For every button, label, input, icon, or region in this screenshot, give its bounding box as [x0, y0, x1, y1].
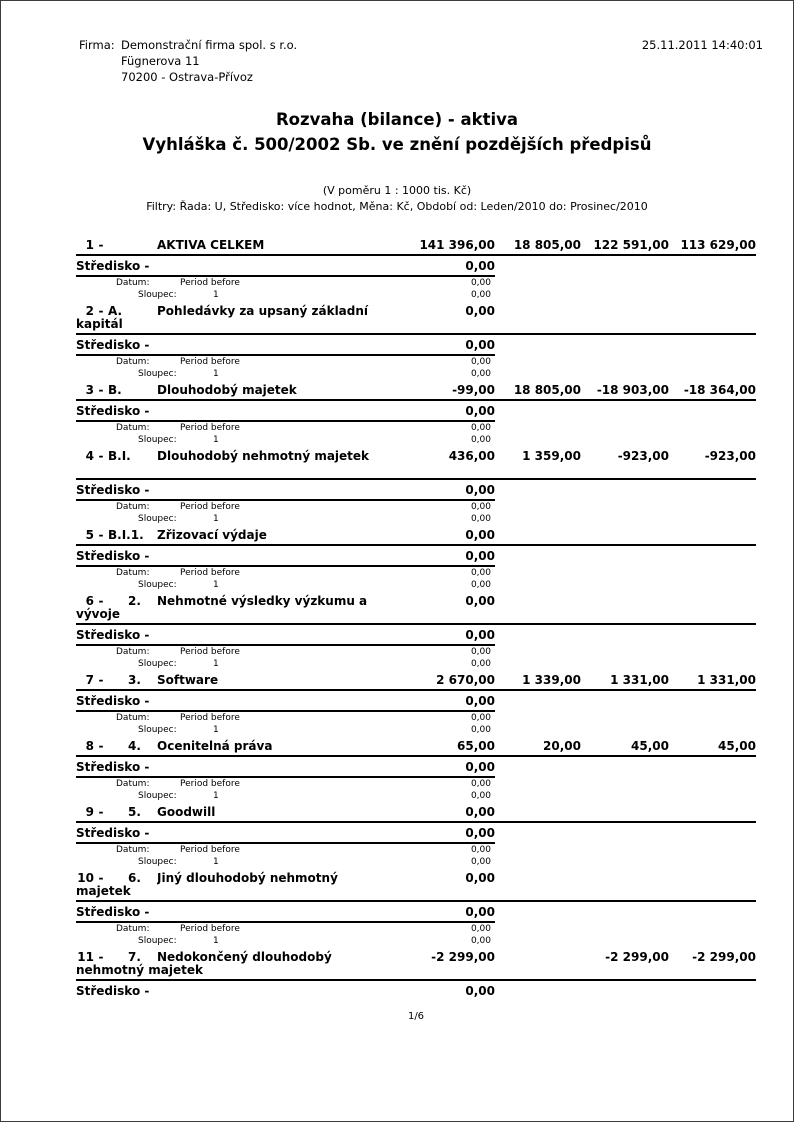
row-value-2 — [495, 594, 581, 608]
sloupec-text: 1 — [213, 435, 219, 445]
stredisko-row — [76, 902, 495, 921]
row-dash: - — [98, 805, 104, 819]
row-number: 4 — [85, 449, 94, 463]
sloupec-row — [76, 434, 495, 446]
datum-value: 0,00 — [470, 502, 491, 512]
row-value-2: 1 359,00 — [522, 449, 581, 463]
sloupec-value: 0,00 — [470, 857, 491, 867]
row-value-2 — [495, 528, 581, 542]
row-number: 9 — [85, 805, 94, 819]
sloupec-value: 0,00 — [470, 659, 491, 669]
sloupec-value: 0,00 — [470, 290, 491, 300]
stredisko-value: 0,00 — [465, 628, 495, 642]
row-value-1: -99,00 — [452, 383, 495, 397]
stredisko-value: 0,00 — [465, 404, 495, 418]
table-row — [76, 947, 756, 964]
row-value-4: -923,00 — [704, 449, 756, 463]
sloupec-label: Sloupec: — [138, 514, 177, 524]
row-value-3 — [581, 304, 669, 318]
row-label-wrap: vývoje — [76, 607, 120, 621]
row-code: 6. — [128, 871, 141, 885]
datum-row — [76, 778, 495, 790]
sloupec-value: 0,00 — [470, 580, 491, 590]
company-address-line2: 70200 - Ostrava-Přívoz — [121, 70, 253, 84]
sloupec-row — [76, 856, 495, 868]
stredisko-row — [76, 981, 495, 1000]
company-address-line1: Fügnerova 11 — [121, 54, 200, 68]
row-value-4 — [669, 805, 756, 819]
row-value-4: 45,00 — [718, 739, 756, 753]
row-label: Pohledávky za upsaný základní — [157, 304, 369, 318]
table-row — [76, 380, 756, 397]
row-value-2: 18 805,00 — [513, 383, 581, 397]
datum-text: Period before — [180, 502, 240, 512]
stredisko-row — [76, 757, 495, 776]
row-code: 2. — [128, 594, 141, 608]
sloupec-row — [76, 368, 495, 380]
row-value-3: -18 903,00 — [596, 383, 669, 397]
row-value-4: -2 299,00 — [692, 950, 756, 964]
row-number: 11 — [77, 950, 94, 964]
sloupec-text: 1 — [213, 857, 219, 867]
row-number: 7 — [85, 673, 94, 687]
row-code — [108, 238, 157, 252]
stredisko-row — [76, 401, 495, 420]
table-row — [76, 525, 756, 542]
sloupec-label: Sloupec: — [138, 725, 177, 735]
datum-text: Period before — [180, 779, 240, 789]
datum-text: Period before — [180, 357, 240, 367]
row-value-4 — [669, 304, 756, 318]
report-title — [1, 107, 793, 157]
report-table — [76, 235, 756, 1000]
row-value-3 — [581, 805, 669, 819]
datum-row — [76, 646, 495, 658]
row-value-3 — [581, 871, 669, 885]
row-value-2 — [495, 304, 581, 318]
sloupec-value: 0,00 — [470, 435, 491, 445]
datum-label: Datum: — [116, 713, 150, 723]
datum-value: 0,00 — [470, 713, 491, 723]
stredisko-label: Středisko - — [76, 826, 150, 840]
print-datetime: 25.11.2011 14:40:01 — [641, 38, 763, 52]
row-label: Software — [157, 673, 219, 687]
sloupec-value: 0,00 — [470, 514, 491, 524]
row-number: 10 — [77, 871, 94, 885]
row-dash: - — [98, 238, 104, 252]
row-value-2: 18 805,00 — [513, 238, 581, 252]
row-dash: - — [98, 950, 104, 964]
row-dash: - — [98, 528, 104, 542]
table-row — [76, 591, 756, 608]
stredisko-value: 0,00 — [465, 549, 495, 563]
datum-label: Datum: — [116, 779, 150, 789]
row-value-4 — [669, 528, 756, 542]
row-value-4: 1 331,00 — [697, 673, 756, 687]
stredisko-label: Středisko - — [76, 549, 150, 563]
row-number: 5 — [85, 528, 94, 542]
table-row — [76, 670, 756, 687]
stredisko-row — [76, 691, 495, 710]
datum-text: Period before — [180, 568, 240, 578]
row-label: Ocenitelná práva — [157, 739, 273, 753]
report-title-line1: Rozvaha (bilance) - aktiva — [275, 110, 519, 129]
stredisko-row — [76, 256, 495, 275]
table-row — [76, 802, 756, 819]
row-value-2 — [495, 805, 581, 819]
stredisko-label: Středisko - — [76, 760, 150, 774]
datum-value: 0,00 — [470, 845, 491, 855]
row-value-4: -18 364,00 — [683, 383, 756, 397]
sloupec-text: 1 — [213, 290, 219, 300]
datum-label: Datum: — [116, 924, 150, 934]
datum-row — [76, 422, 495, 434]
stredisko-label: Středisko - — [76, 905, 150, 919]
datum-label: Datum: — [116, 568, 150, 578]
row-label-wrap: majetek — [76, 884, 131, 898]
sloupec-label: Sloupec: — [138, 936, 177, 946]
datum-text: Period before — [180, 924, 240, 934]
sloupec-row — [76, 790, 495, 802]
stredisko-value: 0,00 — [465, 905, 495, 919]
row-spacer — [76, 463, 756, 476]
stredisko-value: 0,00 — [465, 483, 495, 497]
row-label: Dlouhodobý nehmotný majetek — [157, 449, 370, 463]
row-code: 4. — [128, 739, 141, 753]
sloupec-text: 1 — [213, 725, 219, 735]
sloupec-label: Sloupec: — [138, 369, 177, 379]
filters-line: Filtry: Řada: U, Středisko: více hodnot, Měna: Kč, Období od: Leden/2010 do: Prosinec/2010 — [146, 200, 648, 213]
row-dash: - — [98, 871, 104, 885]
table-row — [76, 736, 756, 753]
row-number: 6 — [85, 594, 94, 608]
row-label: Jiný dlouhodobý nehmotný — [157, 871, 338, 885]
stredisko-label: Středisko - — [76, 338, 150, 352]
stredisko-row — [76, 823, 495, 842]
row-value-1: 0,00 — [465, 871, 495, 885]
sloupec-row — [76, 289, 495, 301]
row-code: B. — [108, 383, 122, 397]
datum-text: Period before — [180, 647, 240, 657]
row-value-3: -2 299,00 — [605, 950, 669, 964]
datum-value: 0,00 — [470, 568, 491, 578]
row-label: Nehmotné výsledky výzkumu a — [157, 594, 368, 608]
row-code: 7. — [128, 950, 141, 964]
row-number: 3 — [85, 383, 94, 397]
datum-value: 0,00 — [470, 278, 491, 288]
sloupec-row — [76, 513, 495, 525]
sloupec-text: 1 — [213, 580, 219, 590]
company-name: Demonstrační firma spol. s r.o. — [121, 38, 298, 52]
sloupec-value: 0,00 — [470, 791, 491, 801]
row-value-1: -2 299,00 — [431, 950, 495, 964]
datum-row — [76, 923, 495, 935]
company-label: Firma: — [79, 38, 115, 52]
stredisko-value: 0,00 — [465, 694, 495, 708]
stredisko-value: 0,00 — [465, 826, 495, 840]
row-code: 5. — [128, 805, 141, 819]
datum-text: Period before — [180, 423, 240, 433]
row-value-1: 0,00 — [465, 594, 495, 608]
row-code: B.I. — [108, 449, 131, 463]
row-value-1: 65,00 — [457, 739, 495, 753]
row-value-1: 141 396,00 — [419, 238, 495, 252]
stredisko-label: Středisko - — [76, 259, 150, 273]
sloupec-text: 1 — [213, 936, 219, 946]
sloupec-value: 0,00 — [470, 369, 491, 379]
row-value-3: 122 591,00 — [593, 238, 669, 252]
stredisko-label: Středisko - — [76, 694, 150, 708]
row-value-1: 2 670,00 — [436, 673, 495, 687]
stredisko-row — [76, 625, 495, 644]
row-value-2: 1 339,00 — [522, 673, 581, 687]
stredisko-label: Středisko - — [76, 984, 150, 998]
table-row — [76, 235, 756, 252]
stredisko-label: Středisko - — [76, 628, 150, 642]
sloupec-label: Sloupec: — [138, 659, 177, 669]
row-value-4 — [669, 594, 756, 608]
datum-text: Period before — [180, 278, 240, 288]
datum-label: Datum: — [116, 502, 150, 512]
row-code: 3. — [128, 673, 141, 687]
row-number: 2 — [85, 304, 94, 318]
row-value-3: 45,00 — [631, 739, 669, 753]
row-value-2 — [495, 871, 581, 885]
sloupec-text: 1 — [213, 514, 219, 524]
row-value-1: 0,00 — [465, 528, 495, 542]
stredisko-label: Středisko - — [76, 404, 150, 418]
datum-label: Datum: — [116, 647, 150, 657]
row-value-3: -923,00 — [617, 449, 669, 463]
stredisko-value: 0,00 — [465, 338, 495, 352]
row-value-4 — [669, 871, 756, 885]
row-value-3 — [581, 528, 669, 542]
sloupec-row — [76, 724, 495, 736]
datum-row — [76, 712, 495, 724]
stredisko-value: 0,00 — [465, 984, 495, 998]
sloupec-label: Sloupec: — [138, 290, 177, 300]
datum-row — [76, 356, 495, 368]
table-row — [76, 868, 756, 885]
row-value-4: 113 629,00 — [680, 238, 756, 252]
row-number: 8 — [85, 739, 94, 753]
row-value-3 — [581, 594, 669, 608]
stredisko-value: 0,00 — [465, 259, 495, 273]
row-code: B.I.1. — [108, 528, 144, 542]
row-dash: - — [98, 449, 104, 463]
ratio-note: (V poměru 1 : 1000 tis. Kč) — [322, 184, 472, 197]
report-title-line2: Vyhláška č. 500/2002 Sb. ve znění pozdějších předpisů — [142, 135, 652, 154]
stredisko-row — [76, 480, 495, 499]
datum-label: Datum: — [116, 423, 150, 433]
sloupec-value: 0,00 — [470, 936, 491, 946]
row-value-3: 1 331,00 — [610, 673, 669, 687]
row-value-1: 436,00 — [448, 449, 495, 463]
datum-row — [76, 567, 495, 579]
datum-value: 0,00 — [470, 779, 491, 789]
datum-label: Datum: — [116, 357, 150, 367]
row-dash: - — [98, 739, 104, 753]
row-label: Goodwill — [157, 805, 216, 819]
datum-row — [76, 844, 495, 856]
row-number: 1 — [85, 238, 94, 252]
datum-value: 0,00 — [470, 357, 491, 367]
datum-label: Datum: — [116, 278, 150, 288]
table-row — [76, 446, 756, 463]
stredisko-row — [76, 335, 495, 354]
table-row — [76, 301, 756, 318]
sloupec-row — [76, 579, 495, 591]
stredisko-value: 0,00 — [465, 760, 495, 774]
sloupec-row — [76, 935, 495, 947]
datum-label: Datum: — [116, 845, 150, 855]
row-dash: - — [98, 304, 104, 318]
row-value-2: 20,00 — [543, 739, 581, 753]
row-dash: - — [98, 673, 104, 687]
datum-value: 0,00 — [470, 647, 491, 657]
row-label: AKTIVA CELKEM — [157, 238, 265, 252]
row-label: Nedokončený dlouhodobý — [157, 950, 332, 964]
sloupec-value: 0,00 — [470, 725, 491, 735]
datum-row — [76, 277, 495, 289]
row-label: Zřizovací výdaje — [157, 528, 267, 542]
row-label-wrap: kapitál — [76, 317, 123, 331]
row-label: Dlouhodobý majetek — [157, 383, 297, 397]
page-header — [79, 37, 763, 85]
row-value-1: 0,00 — [465, 304, 495, 318]
report-subtitle — [1, 183, 793, 215]
datum-value: 0,00 — [470, 924, 491, 934]
row-dash: - — [98, 383, 104, 397]
sloupec-label: Sloupec: — [138, 580, 177, 590]
datum-text: Period before — [180, 713, 240, 723]
datum-text: Period before — [180, 845, 240, 855]
row-dash: - — [98, 594, 104, 608]
sloupec-label: Sloupec: — [138, 791, 177, 801]
sloupec-label: Sloupec: — [138, 857, 177, 867]
sloupec-text: 1 — [213, 659, 219, 669]
sloupec-row — [76, 658, 495, 670]
stredisko-row — [76, 546, 495, 565]
sloupec-text: 1 — [213, 791, 219, 801]
datum-row — [76, 501, 495, 513]
row-value-2 — [495, 950, 581, 964]
sloupec-text: 1 — [213, 369, 219, 379]
row-label-wrap: nehmotný majetek — [76, 963, 203, 977]
sloupec-label: Sloupec: — [138, 435, 177, 445]
row-value-1: 0,00 — [465, 805, 495, 819]
stredisko-label: Středisko - — [76, 483, 150, 497]
datum-value: 0,00 — [470, 423, 491, 433]
row-code: A. — [108, 304, 123, 318]
page-number: 1/6 — [407, 1011, 425, 1022]
